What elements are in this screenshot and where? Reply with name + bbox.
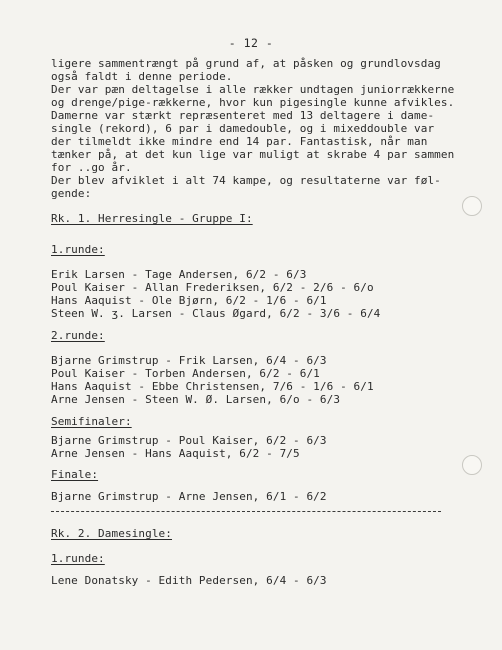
paragraph-line: der tilmeldt ikke mindre end 14 par. Fantastisk, når man: [51, 135, 428, 148]
section-2-title: Rk. 2. Damesingle:: [51, 527, 173, 540]
punch-hole: [462, 455, 482, 475]
paragraph-line: Der blev afviklet i alt 74 kampe, og resultaterne var føl-: [51, 174, 441, 187]
page-number: - 12 -: [228, 36, 274, 50]
match-result: Bjarne Grimstrup - Arne Jensen, 6/1 - 6/2: [51, 490, 327, 503]
paragraph-line: gende:: [51, 187, 92, 200]
punch-hole: [462, 196, 482, 216]
paragraph-line: tænker på, at det kun lige var muligt at skrabe 4 par sammen: [51, 148, 455, 161]
final-label: Finale:: [51, 468, 99, 481]
match-result: Bjarne Grimstrup - Poul Kaiser, 6/2 - 6/3: [51, 434, 327, 447]
paragraph-line: for ..go år.: [51, 161, 132, 174]
match-result: Lene Donatsky - Edith Pedersen, 6/4 - 6/3: [51, 574, 327, 587]
paragraph-line: Der var pæn deltagelse i alle rækker undtagen juniorrækkerne: [51, 83, 455, 96]
match-result: Poul Kaiser - Allan Frederiksen, 6/2 - 2/6 - 6/o: [51, 281, 374, 294]
match-result: Bjarne Grimstrup - Frik Larsen, 6/4 - 6/3: [51, 354, 327, 367]
section-divider: [51, 511, 441, 512]
section-1-title: Rk. 1. Herresingle - Gruppe I:: [51, 212, 253, 225]
paragraph-line: og drenge/pige-rækkerne, hvor kun pigesingle kunne afvikles.: [51, 96, 455, 109]
paragraph-line: også faldt i denne periode.: [51, 70, 233, 83]
round-2-label: 2.runde:: [51, 329, 105, 342]
match-result: Hans Aaquist - Ole Bjørn, 6/2 - 1/6 - 6/1: [51, 294, 327, 307]
match-result: Erik Larsen - Tage Andersen, 6/2 - 6/3: [51, 268, 307, 281]
round-1-label: 1.runde:: [51, 552, 105, 565]
paragraph-line: Damerne var stærkt repræsenteret med 13 deltagere i dame-: [51, 109, 435, 122]
paragraph-line: single (rekord), 6 par i damedouble, og i mixeddouble var: [51, 122, 435, 135]
match-result: Hans Aaquist - Ebbe Christensen, 7/6 - 1/6 - 6/1: [51, 380, 374, 393]
match-result: Steen W. ʒ. Larsen - Claus Øgard, 6/2 - 3/6 - 6/4: [51, 307, 381, 320]
match-result: Poul Kaiser - Torben Andersen, 6/2 - 6/1: [51, 367, 320, 380]
match-result: Arne Jensen - Hans Aaquist, 6/2 - 7/5: [51, 447, 300, 460]
semifinal-label: Semifinaler:: [51, 415, 132, 428]
round-1-label: 1.runde:: [51, 243, 105, 256]
paragraph-line: ligere sammentrængt på grund af, at påsken og grundlovsdag: [51, 57, 441, 70]
match-result: Arne Jensen - Steen W. Ø. Larsen, 6/o - 6/3: [51, 393, 341, 406]
